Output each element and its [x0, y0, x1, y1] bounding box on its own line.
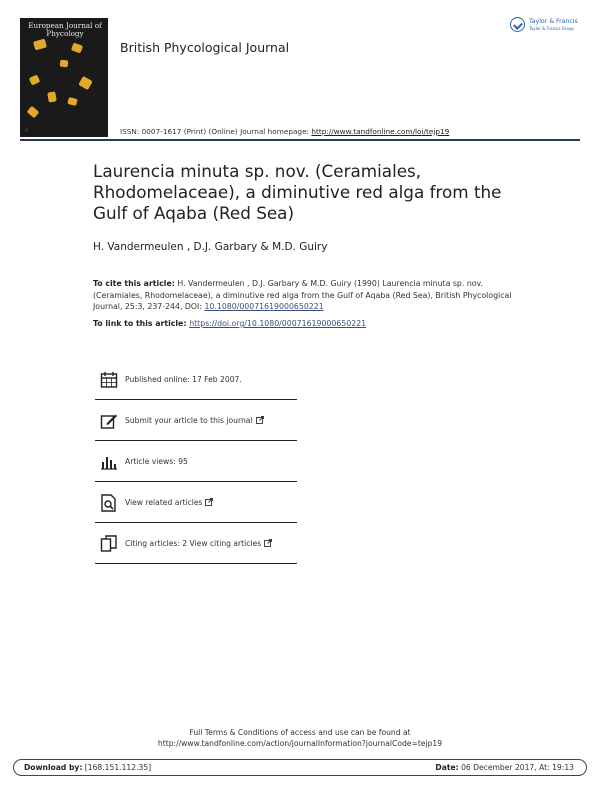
- cover-title: European Journal of Phycology: [28, 21, 102, 38]
- article-title: Laurencia minuta sp. nov. (Ceramiales, Rhodomelaceae), a diminutive red alga from the Gulf of Aqaba (Red Sea): [93, 161, 502, 223]
- article-doi-link[interactable]: https://doi.org/10.1080/00071619000650221: [189, 319, 367, 328]
- citation-block: [93, 278, 523, 313]
- publisher-name: Taylor & Francis: [529, 18, 578, 25]
- issn-line: [120, 127, 449, 136]
- info-row-views: [95, 441, 297, 482]
- download-info-bar: [13, 759, 587, 776]
- info-row-related[interactable]: [95, 482, 297, 523]
- terms-line-1: Full Terms & Conditions of access and use can be found at: [189, 728, 411, 737]
- download-date: Date: 06 December 2017, At: 19:13: [435, 763, 574, 772]
- publisher-logo[interactable]: [510, 16, 586, 36]
- cite-text: H. Vandermeulen , D.J. Garbary & M.D. Guiry (1990) Laurencia minuta sp. nov. (Ceramiales, Rhodomelaceae), a diminutive red alga from the Gulf of Aqaba (Red Sea), British Phycological Journal, 25:3, 237-244, DOI:: [93, 279, 512, 312]
- article-views: Article views: 95: [125, 457, 188, 466]
- journal-cover-image: [20, 18, 108, 137]
- related-articles-link[interactable]: View related articles: [125, 498, 213, 507]
- link-label: To link to this article:: [93, 319, 190, 328]
- bar-chart-icon: [100, 453, 118, 471]
- journal-homepage-link[interactable]: http://www.tandfonline.com/loi/tejp19: [311, 127, 450, 136]
- info-row-submit[interactable]: [95, 400, 297, 441]
- external-link-icon: [256, 416, 264, 424]
- citing-icon: [100, 535, 118, 553]
- publisher-group: Taylor & Francis Group: [529, 26, 574, 31]
- issn-text: ISSN: 0007-1617 (Print) (Online) Journal homepage:: [120, 127, 312, 136]
- info-row-published: [95, 359, 297, 400]
- article-link-line: [93, 319, 366, 328]
- publisher-logo-icon: [510, 17, 525, 32]
- journal-name[interactable]: British Phycological Journal: [120, 40, 290, 55]
- downloaded-by: Download by: [168.151.112.35]: [24, 763, 152, 772]
- published-date: Published online: 17 Feb 2007.: [125, 375, 242, 384]
- external-link-icon: [264, 539, 272, 547]
- cover-publisher-logo: ○: [25, 128, 29, 132]
- submit-article-link[interactable]: Submit your article to this journal: [125, 416, 264, 425]
- cite-label: To cite this article:: [93, 279, 175, 288]
- info-row-citing[interactable]: [95, 523, 297, 564]
- article-authors: H. Vandermeulen , D.J. Garbary & M.D. Guiry: [93, 241, 328, 253]
- external-link-icon: [205, 498, 213, 506]
- citing-articles-link[interactable]: Citing articles: 2 View citing articles: [125, 539, 272, 548]
- terms-url-link[interactable]: http://www.tandfonline.com/action/journalInformation?journalCode=tejp19: [157, 739, 443, 748]
- header-divider: [20, 139, 580, 141]
- cite-doi-link[interactable]: 10.1080/00071619000650221: [204, 302, 324, 312]
- edit-icon: [100, 412, 118, 430]
- search-document-icon: [100, 494, 118, 512]
- calendar-icon: [100, 371, 118, 389]
